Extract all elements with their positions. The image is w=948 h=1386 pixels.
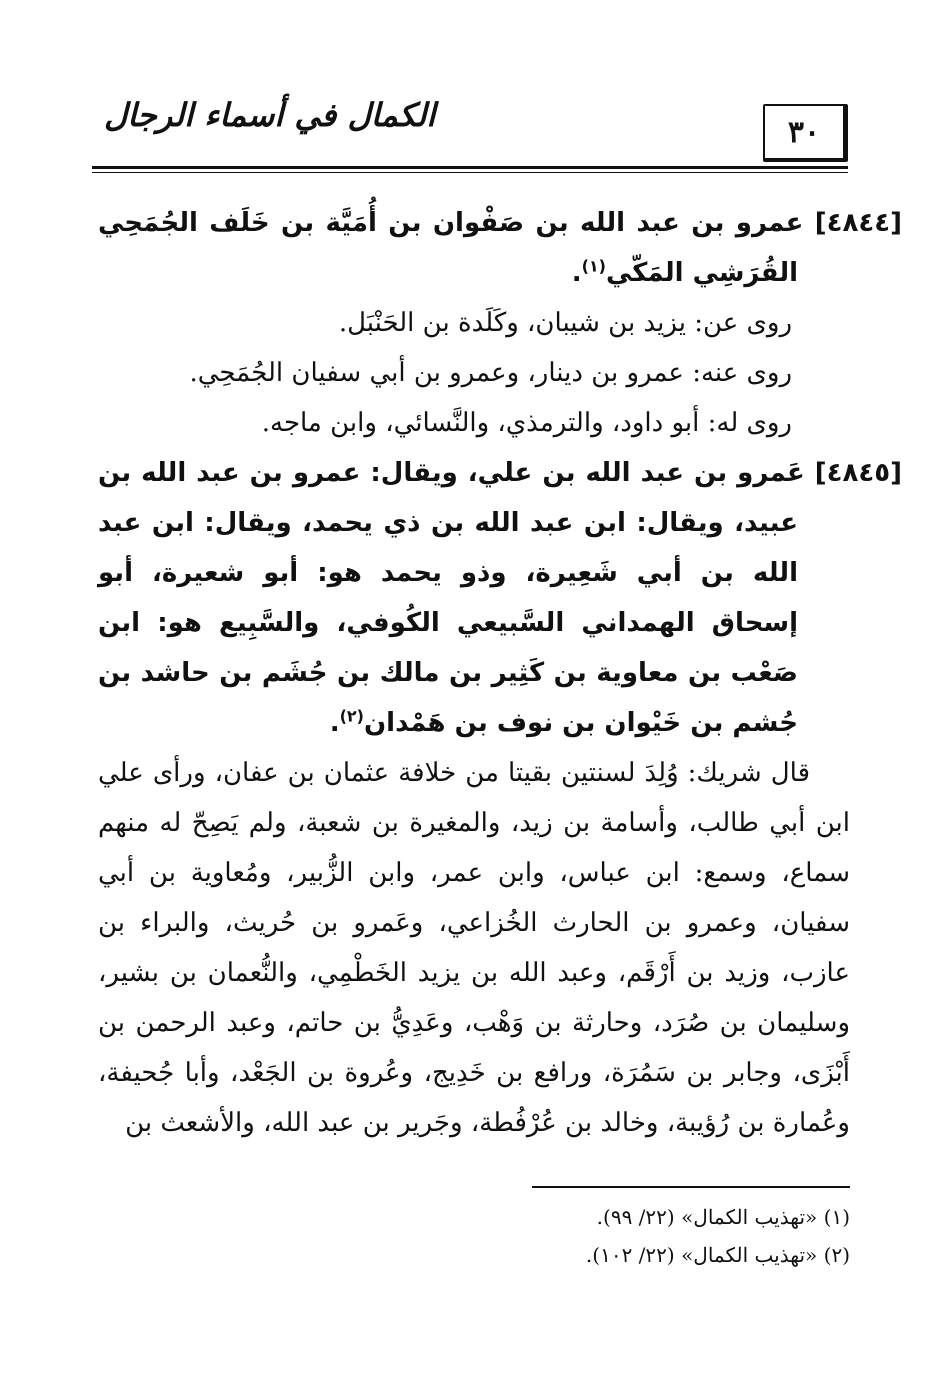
page-number: ٣٠ [787, 114, 821, 150]
rawa-an: روى عن: يزيد بن شيبان، وكَلَدة بن الحَنْبَل. [338, 308, 792, 338]
header-rule-thin [92, 172, 848, 173]
header-rule-thick [92, 166, 848, 169]
entry-name-cont: المَكّي [605, 258, 684, 288]
entry-line: مالك بن جُشَم بن حاشد بن جُشم بن خَيْوان بن نوف بن [98, 658, 798, 738]
entry-4844-heading [98, 198, 902, 298]
entry-number: [٤٨٤٤] [814, 208, 902, 238]
entry-line: السَّبيعي الكُوفي، والسَّبِيع هو: ابن صَعْب بن معاوية بن كَثِير بن [98, 608, 798, 688]
footnote-ref[interactable]: (٢) [339, 706, 364, 726]
entry-name: عمرو بن عبد الله بن صَفْوان بن أُمَيَّة بن خَلَف الجُمَحِي القُرَشِي [98, 208, 804, 288]
entry-end: . [329, 708, 340, 738]
page-number-box [763, 104, 848, 162]
entry-line: شَعِيرة، وذو يحمد هو: أبو شعيرة، أبو إسحاق الهمداني [98, 558, 798, 638]
footnote-2: (٢) «تهذيب الكمال» (٢٢/ ١٠٢). [585, 1243, 850, 1267]
footnote-ref[interactable]: (١) [581, 256, 606, 276]
rawa-lahu: روى له: أبو داود، والترمذي، والنَّسائي، وابن ماجه. [261, 408, 792, 438]
page-header [92, 96, 848, 172]
entry-number: [٤٨٤٥] [814, 458, 902, 488]
entry-line: ويقال: ابن عبد الله بن ذي يحمد، ويقال: ابن عبد الله بن أبي [98, 508, 798, 588]
entry-4845-heading [98, 448, 902, 748]
entry-end: . [571, 258, 582, 288]
main-text [98, 198, 902, 1148]
footnote-1: (١) «تهذيب الكمال» (٢٢/ ٩٩). [596, 1205, 850, 1229]
running-title: الكمال في أسماء الرجال [104, 96, 436, 134]
rawa-anhu: روى عنه: عمرو بن دينار، وعمرو بن أبي سفيان الجُمَحِي. [189, 358, 792, 388]
entry-line: هَمْدان [363, 708, 446, 738]
footnote-separator [532, 1186, 850, 1188]
biography-paragraph: قال شريك: وُلِدَ لسنتين بقيتا من خلافة عثمان بن عفان، ورأى علي ابن أبي طالب، وأسامة بن زيد، والمغيرة بن شعبة، ولم يَصِحّ له منهم سماع، وسمع: ابن عباس، وابن عمر، وابن الزُّبير، ومُعاوية بن أبي سفيان، وعمرو بن الحارث الخُزاعي، وعَمرو بن حُريث، والبراء بن عازب، وزيد بن أَرْقَم، وعبد الله بن يزيد الخَطْمِي، والنُّعمان بن بشير، وسليمان بن صُرَد، وحارثة بن وَهْب، وعَدِيُّ بن حاتم، وعبد الرحمن بن أَبْزَى، وجابر بن سَمُرَة، ورافع بن خَدِيج، وعُروة بن الجَعْد، وأبا جُحيفة، وعُمارة بن رُؤيبة، وخالد بن عُرْفُطة، وجَرير بن عبد الله، والأشعث بن [98, 758, 850, 1138]
entry-line: عَمرو بن عبد الله بن علي، ويقال: عمرو بن عبد الله بن عبيد، [98, 458, 805, 538]
footnotes [98, 1198, 850, 1274]
